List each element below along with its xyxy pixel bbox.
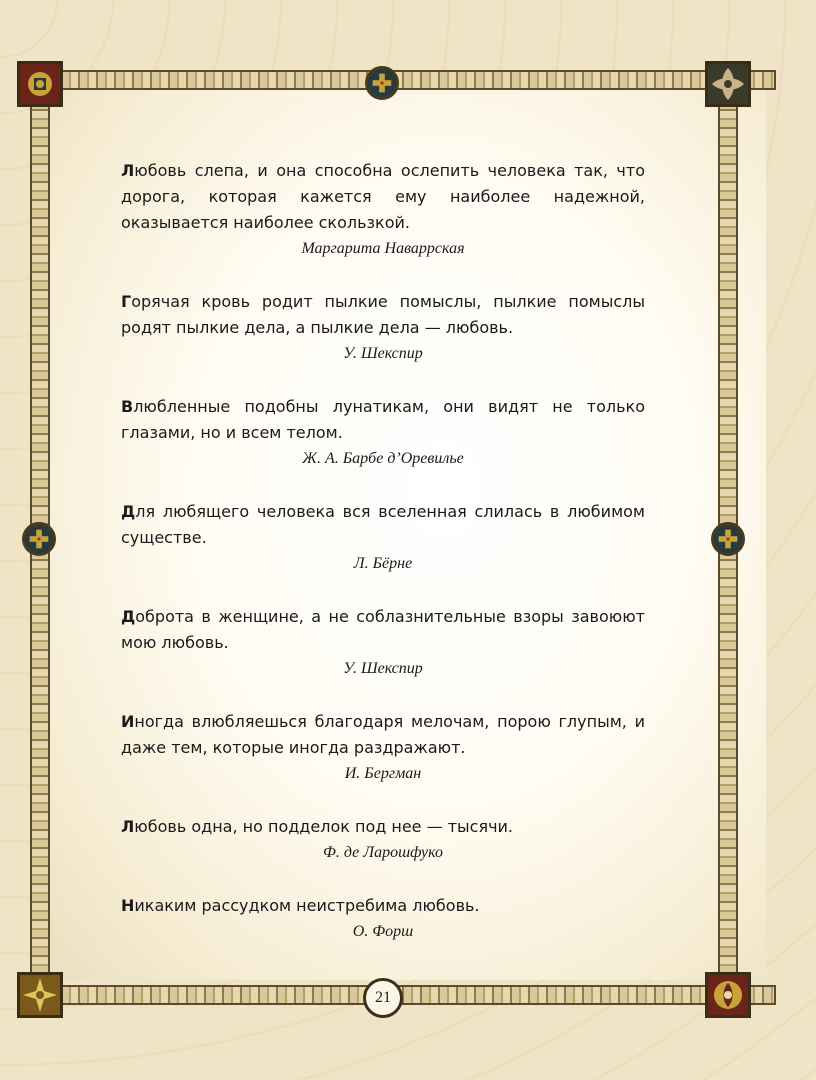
quote-author: Ф. де Ларошфуко: [323, 844, 443, 861]
quote-text: Горячая кровь родит пылкие помыслы, пылкие помыслы родят пылкие дела, а пылкие дела — любовь.: [121, 292, 645, 337]
quote-block: [121, 893, 645, 945]
medallion-top-icon: [365, 66, 399, 100]
quote-block: [121, 604, 645, 682]
quote-author: Маргарита Наваррская: [301, 240, 465, 257]
corner-ornament-bottom-right-icon: [705, 972, 751, 1018]
medallion-left-icon: [22, 522, 56, 556]
quote-author: Л. Бёрне: [353, 555, 413, 572]
quote-author: У. Шекспир: [343, 660, 423, 677]
quote-text: Иногда влюбляешься благодаря мелочам, порою глупым, и даже тем, которые иногда раздражают.: [121, 712, 645, 757]
quote-author: И. Бергман: [344, 765, 422, 782]
quotes-list: [121, 158, 645, 972]
quote-block: [121, 289, 645, 367]
quote-text: Любовь одна, но подделок под нее — тысячи.: [121, 817, 514, 836]
quote-text: Для любящего человека вся вселенная слилась в любимом существе.: [121, 502, 645, 547]
quote-author: У. Шекспир: [343, 345, 423, 362]
quote-block: [121, 814, 645, 866]
quote-text: Доброта в женщине, а не соблазнительные взоры завоюют мою любовь.: [121, 607, 645, 652]
border-top: [40, 70, 776, 90]
quote-text: Влюбленные подобны лунатикам, они видят не только глазами, но и всем телом.: [121, 397, 645, 442]
quote-author: Ж. А. Барбе д’Оревилье: [302, 450, 464, 467]
corner-ornament-top-right-icon: [705, 61, 751, 107]
quote-text: Никаким рассудком неистребима любовь.: [121, 896, 480, 915]
corner-ornament-top-left-icon: [17, 61, 63, 107]
border-bottom: [40, 985, 776, 1005]
quote-block: [121, 499, 645, 577]
quote-author: О. Форш: [352, 923, 414, 940]
quote-block: [121, 394, 645, 472]
corner-ornament-bottom-left-icon: [17, 972, 63, 1018]
quote-text: Любовь слепа, и она способна ослепить человека так, что дорога, которая кажется ему наиболее надежной, оказывается наиболее скользкой.: [121, 161, 645, 232]
quote-block: [121, 158, 645, 262]
page-number: 21: [363, 978, 403, 1018]
quote-block: [121, 709, 645, 787]
medallion-right-icon: [711, 522, 745, 556]
